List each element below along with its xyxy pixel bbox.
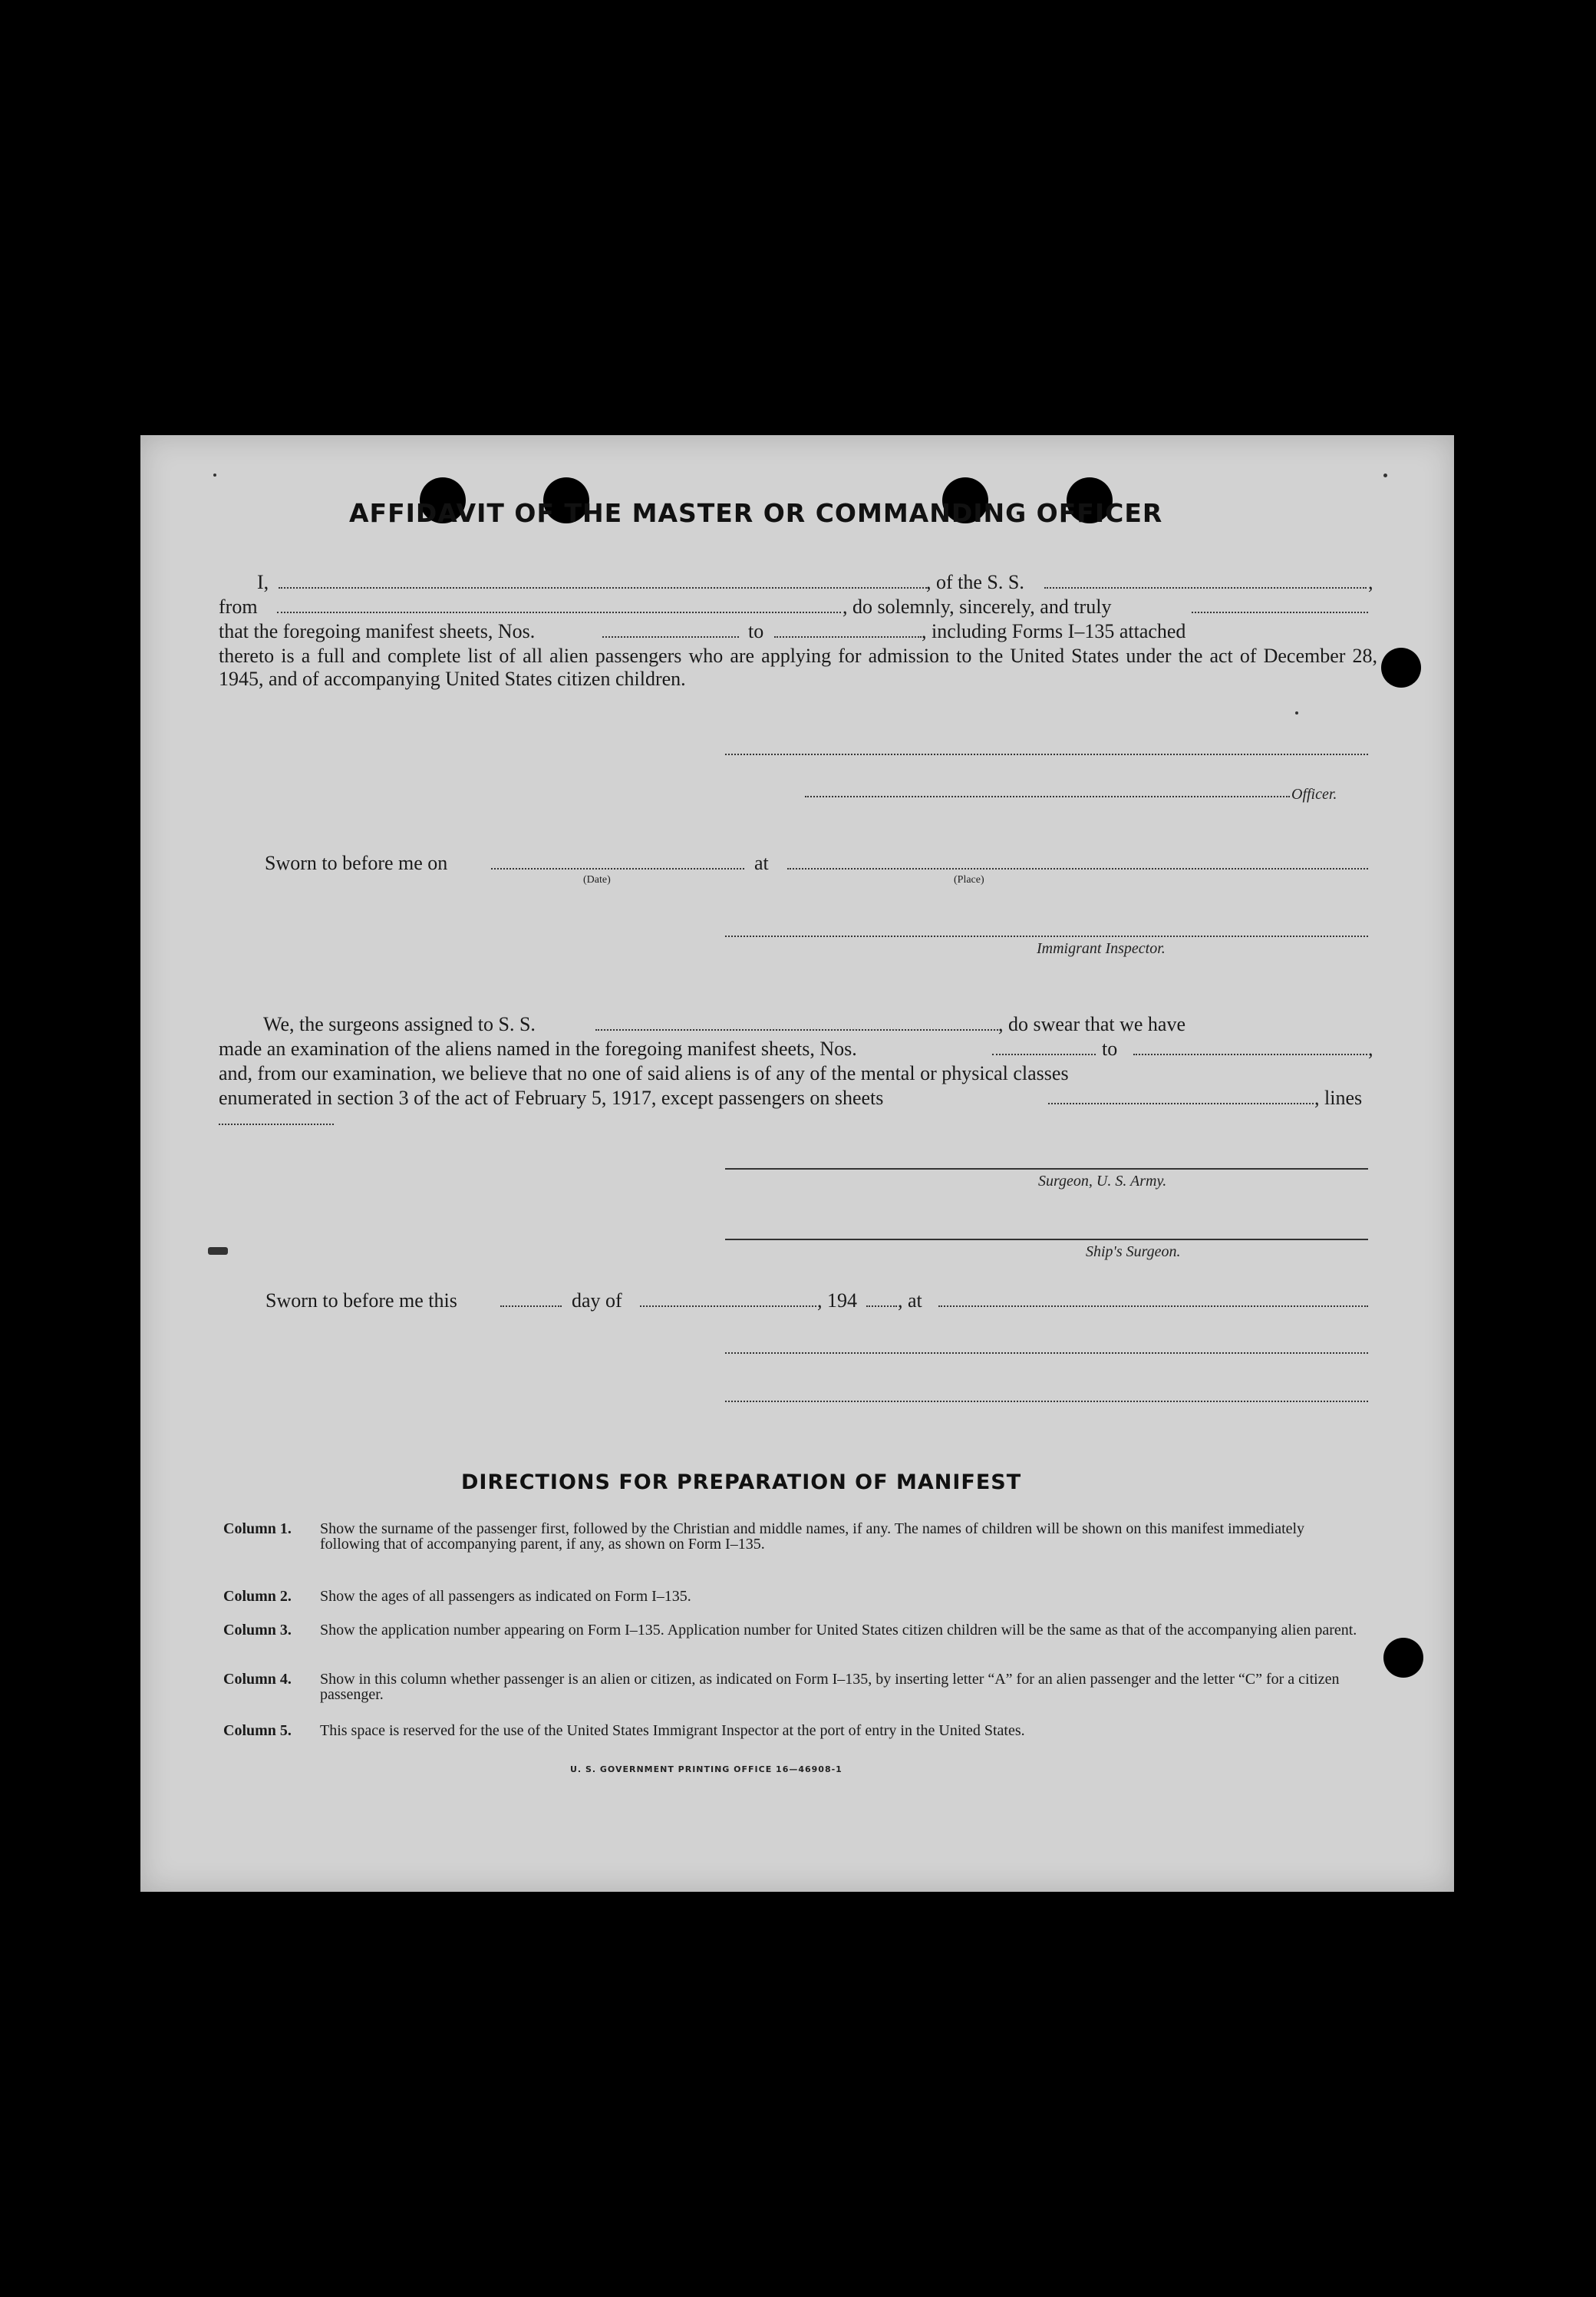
sworn-at [754, 852, 769, 875]
affidavit-line-1c [1368, 571, 1373, 594]
text: , do swear that we have [998, 1013, 1186, 1035]
surgeon-ship-field[interactable] [595, 1029, 998, 1031]
text: that the foregoing manifest sheets, Nos. [219, 620, 536, 642]
affidavit-line-1b [926, 571, 1024, 594]
affidavit-line-2 [219, 596, 258, 619]
army-surgeon-signature-line[interactable] [725, 1168, 1368, 1170]
surgeons-line-4 [219, 1087, 883, 1110]
signature-line[interactable] [725, 754, 1368, 755]
from-field[interactable] [277, 612, 841, 613]
affidavit-line-3 [219, 620, 535, 643]
text: , of the S. S. [926, 571, 1024, 593]
column-label: Column 4. [223, 1671, 292, 1688]
form-sheet [140, 435, 1454, 1892]
printer-imprint: U. S. GOVERNMENT PRINTING OFFICE 16—46908-1 [570, 1764, 843, 1774]
surgeons-line-2b [1102, 1038, 1117, 1061]
sworn-year [817, 1289, 857, 1312]
signature-line[interactable] [725, 1352, 1368, 1354]
surgeons-line-1 [263, 1013, 536, 1036]
surgeons-line-1b [998, 1013, 1185, 1036]
direction-item [223, 1589, 1374, 1606]
direction-item [223, 1521, 1374, 1567]
surgeons-line-2 [219, 1038, 857, 1061]
inspector-signature-line[interactable] [725, 936, 1368, 937]
text: from [219, 596, 258, 618]
except-sheets-field[interactable] [1048, 1103, 1314, 1104]
column-text: This space is reserved for the use of the United States Immigrant Inspector at the port of entry in the United States. [320, 1722, 1025, 1739]
ship-field[interactable] [1044, 587, 1367, 589]
column-text: Show the surname of the passenger first, followed by the Christian and middle names, if any. The names of children will be shown on this manifest immediately following that of accompanying parent, if any, as shown on Form I–135. [320, 1520, 1305, 1553]
sworn-at-2 [898, 1289, 922, 1312]
officer-signature-line[interactable] [805, 796, 1290, 797]
text: , 194 [817, 1289, 857, 1312]
text: and, from our examination, we believe that no one of said aliens is of any of the mental or physical classes [219, 1062, 1069, 1084]
ship-surgeon-caption: Ship's Surgeon. [1086, 1243, 1181, 1260]
oath-field[interactable] [1192, 612, 1368, 613]
direction-item [223, 1622, 1374, 1653]
affidavit-line-3c [922, 620, 1185, 643]
affidavit-line-3b [748, 620, 763, 643]
signature-line[interactable] [725, 1401, 1368, 1402]
punch-hole [1383, 1638, 1423, 1678]
sworn-place-field[interactable] [787, 868, 1368, 870]
surgeon-sheets-to[interactable] [1133, 1054, 1367, 1055]
text: to [748, 620, 764, 642]
sworn-year-field[interactable] [866, 1305, 897, 1307]
text: , [1368, 1038, 1373, 1060]
surgeons-line-3 [219, 1062, 1069, 1085]
ship-surgeon-signature-line[interactable] [725, 1239, 1368, 1240]
column-label: Column 5. [223, 1722, 292, 1739]
sworn-line [265, 852, 447, 875]
direction-item [223, 1672, 1374, 1702]
sworn-place-field-2[interactable] [938, 1305, 1368, 1307]
text: I, [257, 571, 269, 593]
affidavit-title: AFFIDAVIT OF THE MASTER OR COMMANDING OFFICER [349, 498, 1163, 528]
sworn-line-2 [265, 1289, 457, 1312]
lines-field[interactable] [219, 1124, 334, 1125]
army-surgeon-caption: Surgeon, U. S. Army. [1038, 1173, 1167, 1190]
sheets-from-field[interactable] [602, 636, 739, 638]
officer-caption: Officer. [1291, 786, 1337, 803]
sheets-to-field[interactable] [774, 636, 922, 638]
column-text: Show the application number appearing on Form I–135. Application number for United States citizen children will be the same as that of the accompanying alien parent. [320, 1622, 1357, 1639]
speck [208, 1247, 228, 1255]
text: Sworn to before me on [265, 852, 448, 874]
column-text: Show in this column whether passenger is an alien or citizen, as indicated on Form I–135, by inserting letter “A” for an alien passenger and the letter “C” for a citizen passenger. [320, 1671, 1340, 1703]
directions-title: DIRECTIONS FOR PREPARATION OF MANIFEST [461, 1470, 1022, 1494]
text: , do solemnly, sincerely, and truly [843, 596, 1112, 618]
sworn-day-of [572, 1289, 622, 1312]
text: , [1368, 571, 1373, 593]
text: , lines [1314, 1087, 1363, 1109]
text: day of [572, 1289, 622, 1312]
speck [1295, 711, 1298, 715]
column-label: Column 1. [223, 1520, 292, 1537]
text: at [754, 852, 769, 874]
affidavit-paragraph: thereto is a full and complete list of all alien passengers who are applying for admission to the United States under the act of December 28, 1945, and of accompanying United States citizen children. [219, 645, 1377, 690]
place-caption: (Place) [954, 874, 984, 886]
text: enumerated in section 3 of the act of February 5, 1917, except passengers on sheets [219, 1087, 884, 1109]
sworn-day-field[interactable] [500, 1305, 562, 1307]
sworn-month-field[interactable] [640, 1305, 816, 1307]
affidavit-line-2b [843, 596, 1111, 619]
name-field[interactable] [279, 587, 927, 589]
date-caption: (Date) [583, 874, 611, 886]
speck [213, 474, 216, 477]
column-label: Column 2. [223, 1588, 292, 1605]
text: , at [898, 1289, 922, 1312]
direction-item [223, 1723, 1374, 1754]
surgeons-line-4b [1314, 1087, 1362, 1110]
sworn-date-field[interactable] [491, 868, 744, 870]
text: We, the surgeons assigned to S. S. [263, 1013, 536, 1035]
surgeons-line-2c [1368, 1038, 1373, 1061]
text: to [1102, 1038, 1118, 1060]
speck [1383, 474, 1387, 477]
punch-hole [1381, 648, 1421, 688]
column-text: Show the ages of all passengers as indicated on Form I–135. [320, 1588, 691, 1605]
surgeon-sheets-from[interactable] [992, 1054, 1096, 1055]
inspector-caption: Immigrant Inspector. [1037, 940, 1166, 957]
column-label: Column 3. [223, 1622, 292, 1639]
text: Sworn to before me this [265, 1289, 457, 1312]
text: , including Forms I–135 attached [922, 620, 1186, 642]
text: made an examination of the aliens named in the foregoing manifest sheets, Nos. [219, 1038, 857, 1060]
affidavit-line-1 [257, 571, 275, 594]
